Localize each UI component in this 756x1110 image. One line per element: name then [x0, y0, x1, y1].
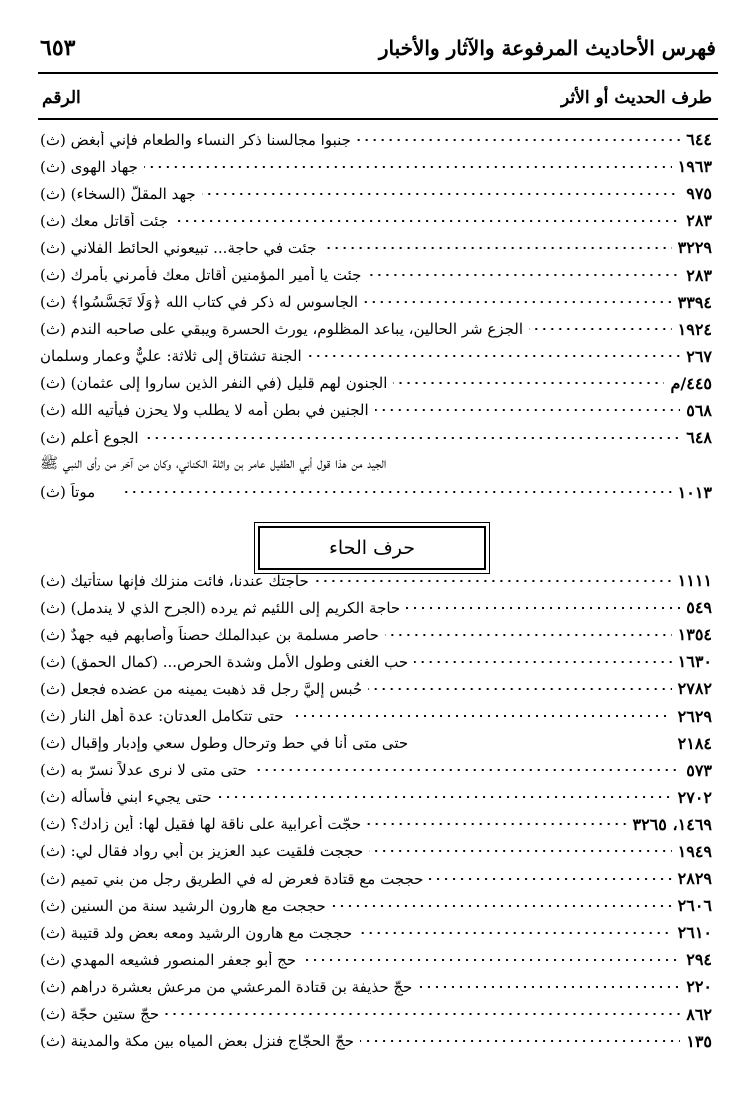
leader-dots — [367, 274, 680, 276]
entry-text: الجاسوس له ذكر في كتاب الله ﴿وَلَا تَجَسَّسُوا﴾ (ث) — [40, 293, 358, 312]
entry-ref: ٩٧٥ — [686, 184, 712, 204]
leader-dots — [429, 878, 671, 880]
entry-ref: ١٣٥ — [686, 1031, 712, 1051]
entry-ref: ٢٩٤ — [686, 950, 712, 970]
entry-ref: ٥٧٣ — [686, 760, 712, 780]
index-entry — [40, 919, 712, 946]
entry-ref: ١٤٦٩، ٣٢٦٥ — [632, 814, 712, 834]
entry-ref: ٣٣٩٤ — [677, 292, 712, 312]
entry-ref: ٢٦١٠ — [677, 923, 712, 943]
leader-dots — [358, 932, 671, 934]
entry-ref: ٣٢٢٩ — [677, 238, 712, 258]
entry-text: الجنين في بطن أمه لا يطلب ولا يحزن فيأتيه الله (ث) — [40, 401, 369, 420]
entry-text: جئت في حاجة... تبيعوني الحائط الفلاني (ث) — [40, 238, 317, 257]
index-entry — [40, 702, 712, 729]
leader-dots — [375, 409, 681, 411]
entry-text: الجزع شر الحالين، يباعد المظلوم، يورث الحسرة ويبقي على صاحبه الندم (ث) — [40, 320, 524, 339]
entry-text: الجيد من هذا قول أبي الطفيل عامر بن واثلة الكناني، وكان من آخر من رأى النبي ﷺ — [40, 453, 387, 472]
entry-text: حتى يجيء ابني فأسأله (ث) — [40, 788, 212, 807]
entry-text: حتى متى لا نرى عدلاً نسرّ به (ث) — [40, 761, 247, 780]
section-title: حرف الحاء — [328, 537, 416, 559]
index-entry — [40, 865, 712, 892]
index-entry — [40, 594, 712, 621]
leader-space — [414, 742, 671, 744]
entry-text: حتى متى أنا في حط وترحال وطول سعي وإدبار وإقبال (ث) — [40, 734, 409, 753]
leader-dots — [202, 193, 681, 195]
index-entry-multiline — [40, 451, 712, 478]
entry-text: حجّ الحجّاج فنزل بعض المياه بين مكة والمدينة (ث) — [40, 1032, 355, 1051]
entry-ref: ١٩٦٣ — [677, 157, 712, 177]
entry-text: حججت مع قتادة فعرض له في الطريق رجل من بني تميم (ث) — [40, 869, 424, 888]
index-entry — [40, 621, 712, 648]
leader-dots — [406, 607, 680, 609]
leader-dots — [414, 661, 671, 663]
index-entry — [40, 757, 712, 784]
entry-text: حججت مع هارون الرشيد سنة من السنين (ث) — [40, 896, 326, 915]
entry-ref: ١٩٤٩ — [677, 841, 712, 861]
entry-text: حُبس إليَّ رجل قد ذهبت يمينه من عضده فجعل (ث) — [40, 679, 363, 698]
entry-ref: ١١١١ — [677, 571, 712, 591]
entry-text: حاجتك عندنا، فائت منزلك فإنها ستأتيك (ث) — [40, 571, 309, 590]
index-entry — [40, 648, 712, 675]
leader-dots — [144, 166, 672, 168]
index-entry — [40, 397, 712, 424]
entry-text-continued: موتاً (ث) — [40, 483, 96, 502]
index-entry — [40, 370, 712, 397]
entry-ref: ١٠١٣ — [677, 482, 712, 502]
leader-dots — [368, 688, 671, 690]
entry-ref: ٤٤٥/م — [670, 373, 712, 393]
leader-dots — [165, 1013, 680, 1015]
entry-ref: ١٩٢٤ — [677, 319, 712, 339]
column-heading-number: الرقم — [42, 88, 81, 108]
entry-ref: ١٣٥٤ — [677, 625, 712, 645]
leader-dots — [357, 139, 680, 141]
leader-dots — [418, 986, 680, 988]
leader-dots — [393, 382, 664, 384]
leader-dots — [125, 491, 672, 493]
index-entry-verse — [40, 730, 712, 757]
entry-ref: ٢٦٠٦ — [677, 896, 712, 916]
index-entry — [40, 343, 712, 370]
index-entry — [40, 973, 712, 1000]
index-entry — [40, 811, 712, 838]
entry-text: حججت مع هارون الرشيد ومعه بعض ولد قتيبة (ث) — [40, 923, 353, 942]
leader-dots — [385, 634, 672, 636]
entry-text: حجّ حذيفة بن قتادة المرعشي من مرعش بعشرة دراهم (ث) — [40, 977, 413, 996]
entry-text: حب الغنى وطول الأمل وشدة الحرص... (كمال الحمق) (ث) — [40, 652, 409, 671]
running-head — [40, 26, 716, 70]
entry-text: حج أبو جعفر المنصور فشيعه المهدي (ث) — [40, 950, 297, 969]
index-entry — [40, 675, 712, 702]
entry-ref: ٨٦٢ — [686, 1004, 712, 1024]
entry-text: الجنون لهم قليل (في النفر الذين ساروا إلى عثمان) (ث) — [40, 374, 388, 393]
entry-ref: ٢٧٨٢ — [677, 679, 712, 699]
entry-text: حاصر مسلمة بن عبدالملك حصناً وأصابهم فيه جهدٌ (ث) — [40, 625, 379, 644]
header-rule — [38, 72, 718, 74]
index-entry — [40, 1028, 712, 1055]
entry-ref: ٢١٨٤ — [677, 733, 712, 753]
entry-text: الجوع أعلم (ث) — [40, 428, 139, 447]
entry-ref: ٢٢٠ — [686, 977, 712, 997]
leader-dots — [290, 715, 672, 717]
leader-dots — [174, 220, 680, 222]
entries-jim-list — [40, 126, 712, 506]
index-entry — [40, 261, 712, 288]
entry-ref: ٦٤٤ — [686, 130, 712, 150]
index-entry — [40, 289, 712, 316]
index-entry — [40, 1001, 712, 1028]
entry-text: جنبوا مجالسنا ذكر النساء والطعام فإني أبغض (ث) — [40, 130, 351, 149]
entry-ref: ١٦٣٠ — [677, 652, 712, 672]
entry-ref: ٥٦٨ — [686, 400, 712, 420]
index-entry — [40, 892, 712, 919]
leader-dots — [217, 796, 671, 798]
entry-ref: ٢٦٧ — [686, 346, 712, 366]
index-entry — [40, 838, 712, 865]
leader-dots — [364, 301, 672, 303]
entry-text: جهاد الهوى (ث) — [40, 157, 138, 176]
index-entry — [40, 316, 712, 343]
index-entry — [40, 567, 712, 594]
index-entry — [40, 180, 712, 207]
entry-ref: ٢٨٢٩ — [677, 869, 712, 889]
index-entry-continuation — [40, 478, 712, 506]
page-number: ٦٥٣ — [40, 35, 76, 61]
entry-ref: ٢٨٣ — [686, 265, 712, 285]
index-entry — [40, 153, 712, 180]
entry-text: حجّت أعرابية على ناقة لها فقيل لها: أين زادك؟ (ث) — [40, 815, 362, 834]
leader-dots — [360, 1040, 680, 1042]
entry-text: جئت أقاتل معك (ث) — [40, 211, 169, 230]
entry-ref: ٢٦٢٩ — [677, 706, 712, 726]
index-entry — [40, 126, 712, 153]
index-entry — [40, 424, 712, 451]
column-rule — [38, 118, 718, 120]
entry-ref: ٦٤٨ — [686, 428, 712, 448]
column-headings — [42, 82, 712, 114]
index-entry — [40, 207, 712, 234]
leader-dots — [315, 580, 672, 582]
index-entry — [40, 234, 712, 261]
leader-dots — [529, 328, 672, 330]
leader-dots — [302, 959, 680, 961]
entry-text: جئت يا أمير المؤمنين أقاتل معك فأمرني بأمرك (ث) — [40, 266, 362, 285]
index-entry — [40, 784, 712, 811]
leader-dots — [332, 905, 672, 907]
leader-dots — [369, 850, 671, 852]
entry-text: حجّ ستين حجّة (ث) — [40, 1005, 160, 1024]
entry-ref: ٥٤٩ — [686, 598, 712, 618]
leader-dots — [367, 823, 626, 825]
leader-dots — [308, 355, 681, 357]
section-heading — [258, 526, 486, 570]
entry-text: حاجة الكريم إلى اللئيم ثم يرده (الجرح الذي لا يندمل) (ث) — [40, 598, 401, 617]
entry-ref: ٢٧٠٢ — [677, 787, 712, 807]
entry-text: جهد المقلّ (السخاء) (ث) — [40, 184, 196, 203]
index-entry — [40, 946, 712, 973]
entry-text: حتى تتكامل العدتان: عدة أهل النار (ث) — [40, 707, 284, 726]
running-title: فهرس الأحاديث المرفوعة والآثار والأخبار — [378, 36, 716, 60]
entry-text: الجنة تشتاق إلى ثلاثة: عليٌّ وعمار وسلمان — [40, 347, 302, 366]
entry-ref: ٢٨٣ — [686, 211, 712, 231]
leader-dots — [253, 769, 680, 771]
entry-text: حججت فلقيت عبد العزيز بن أبي رواد فقال لي: (ث) — [40, 842, 364, 861]
leader-dots — [145, 437, 681, 439]
column-heading-text: طرف الحديث أو الأثر — [561, 88, 712, 108]
entries-ha-list — [40, 567, 712, 1055]
leader-dots — [322, 247, 671, 249]
